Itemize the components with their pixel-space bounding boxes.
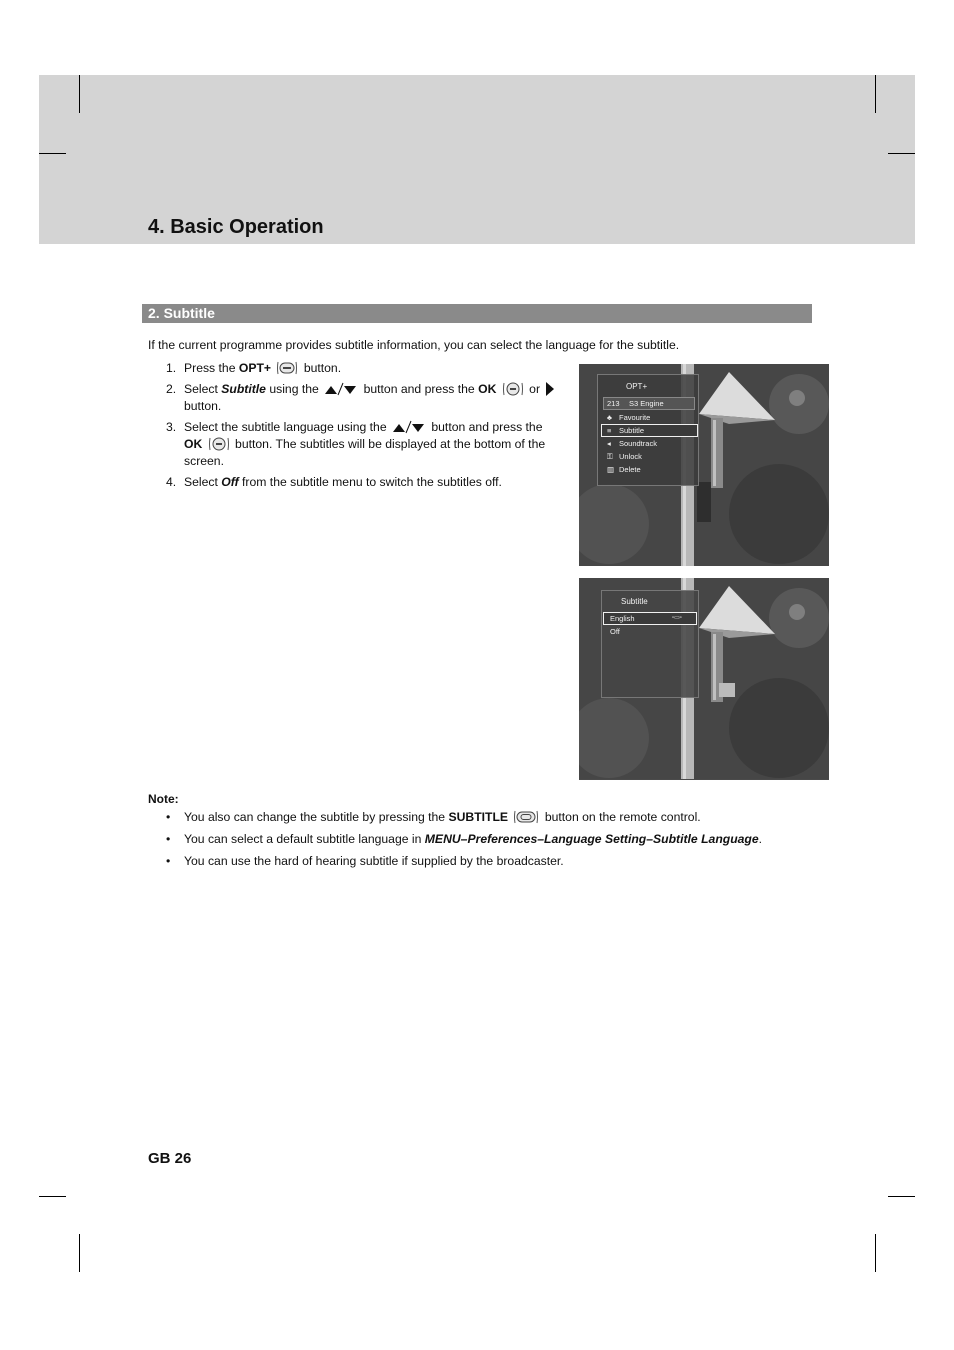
channel-name: S3 Engine — [629, 399, 664, 408]
crop-mark-top-left-h — [39, 153, 66, 154]
opt-menu-screenshot — [579, 364, 829, 566]
menu-path-label: MENU–Preferences–Language Setting–Subtitle Language — [424, 832, 759, 846]
subtitle-button-label: SUBTITLE — [448, 810, 509, 824]
step-text: or — [525, 382, 544, 396]
step-text: button and press the — [360, 382, 479, 396]
subtitle-menu-panel — [601, 590, 699, 698]
step-text: button. — [300, 361, 342, 375]
subtitle-icon: ≡ — [607, 426, 612, 435]
crop-mark-bottom-left-h — [39, 1196, 66, 1197]
crop-mark-top-right-h — [888, 153, 915, 154]
notes-list — [166, 809, 846, 875]
soundtrack-icon: ◂ — [607, 439, 611, 448]
opt-plus-label: OPT+ — [238, 361, 272, 375]
ok-label: OK — [184, 437, 203, 451]
step-2 — [166, 381, 561, 415]
ok-button-icon — [208, 436, 230, 452]
opt-plus-button-icon — [276, 360, 298, 376]
ok-button-icon — [502, 381, 524, 397]
opt-menu-item-delete[interactable]: Delete — [619, 465, 641, 474]
delete-icon: ▥ — [607, 465, 615, 474]
ok-label: OK — [478, 382, 497, 396]
intro-paragraph: If the current programme provides subtitle information, you can select the language for the subtitle. — [148, 338, 680, 352]
step-4 — [166, 474, 561, 491]
subtitle-button-icon — [513, 809, 539, 825]
bullet: • — [166, 810, 171, 824]
subtitle-menu-title: Subtitle — [621, 597, 648, 606]
channel-number: 213 — [607, 399, 620, 408]
opt-menu-item-soundtrack[interactable]: Soundtrack — [619, 439, 657, 448]
step-text: button and press the — [427, 420, 543, 434]
section-bar — [142, 304, 812, 323]
opt-menu-item-subtitle[interactable]: Subtitle — [619, 426, 645, 435]
page-number: GB 26 — [148, 1150, 192, 1167]
note-item — [166, 831, 846, 848]
step-text: using the — [265, 382, 323, 396]
unlock-icon: ⚿ — [607, 452, 613, 461]
step-number: 1. — [166, 361, 177, 375]
opt-menu-title: OPT+ — [626, 382, 648, 391]
bullet: • — [166, 832, 171, 846]
note-text: button on the remote control. — [541, 810, 701, 824]
step-text: Press the — [184, 361, 239, 375]
up-down-arrow-icon — [392, 420, 426, 434]
opt-menu-item-unlock[interactable]: Unlock — [619, 452, 642, 461]
step-text: Select — [184, 382, 222, 396]
subtitle-format-icon: ▫▭▫ — [672, 615, 682, 621]
right-arrow-icon — [546, 382, 554, 396]
step-text: button. — [184, 399, 222, 413]
off-option-label: Off — [221, 475, 239, 489]
step-text: Select — [184, 475, 222, 489]
step-3 — [166, 419, 561, 470]
step-number: 4. — [166, 475, 177, 489]
note-item — [166, 853, 846, 870]
step-number: 3. — [166, 420, 177, 434]
up-down-arrow-icon — [324, 382, 358, 396]
step-text: from the subtitle menu to switch the subtitles off. — [238, 475, 502, 489]
opt-menu-selection-highlight — [601, 424, 698, 437]
crop-mark-top-left-v — [79, 75, 80, 113]
favourite-icon: ♣ — [607, 413, 612, 422]
note-text: . — [758, 832, 763, 846]
note-item — [166, 809, 846, 826]
note-text: You also can change the subtitle by pressing the — [184, 810, 449, 824]
subtitle-menu-item-label: Subtitle — [221, 382, 266, 396]
note-title: Note: — [148, 792, 179, 806]
crop-mark-bottom-left-v — [79, 1234, 80, 1272]
note-text: You can select a default subtitle language in — [184, 832, 425, 846]
subtitle-menu-screenshot — [579, 578, 829, 780]
subtitle-option-off[interactable]: Off — [610, 627, 620, 636]
section-title: 2. Subtitle — [148, 305, 215, 321]
subtitle-option-english[interactable]: English — [610, 614, 635, 623]
crop-mark-bottom-right-h — [888, 1196, 915, 1197]
crop-mark-top-right-v — [875, 75, 876, 113]
note-text: You can use the hard of hearing subtitle if supplied by the broadcaster. — [184, 854, 564, 868]
crop-mark-bottom-right-v — [875, 1234, 876, 1272]
step-text: Select the subtitle language using the — [184, 420, 390, 434]
bullet: • — [166, 854, 171, 868]
step-text: button. The subtitles will be displayed at the bottom of the screen. — [184, 437, 546, 468]
steps-list — [166, 360, 561, 495]
step-number: 2. — [166, 382, 177, 396]
step-1 — [166, 360, 561, 377]
opt-menu-item-favourite[interactable]: Favourite — [619, 413, 651, 422]
chapter-title: 4. Basic Operation — [148, 216, 324, 238]
